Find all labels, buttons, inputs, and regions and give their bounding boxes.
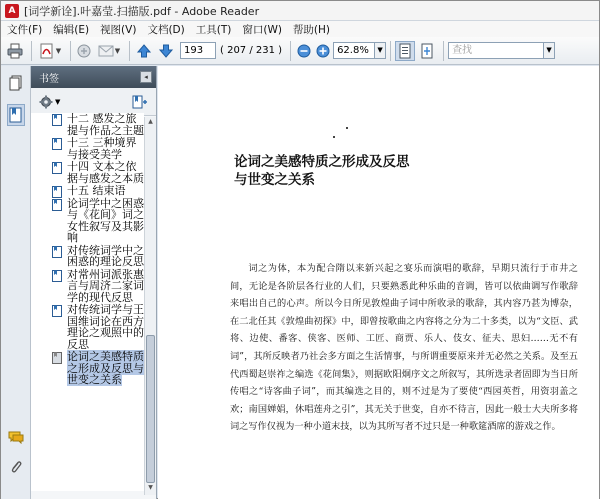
pages-icon — [9, 75, 23, 91]
chevron-down-icon: ▼ — [55, 46, 62, 55]
next-page-button[interactable] — [156, 41, 176, 61]
bookmarks-panel — [31, 66, 157, 499]
menu-file[interactable]: 文件(F) — [7, 23, 43, 36]
toolbar-separator — [390, 41, 391, 61]
arrow-up-icon — [136, 43, 152, 59]
pdf-create-icon — [39, 43, 55, 59]
bookmark-icon — [52, 305, 62, 317]
paperclip-icon — [9, 459, 23, 475]
bookmark-item[interactable] — [31, 269, 144, 304]
document-view[interactable] — [158, 66, 599, 499]
menu-help[interactable]: 帮助(H) — [292, 23, 331, 36]
scrollbar-thumb[interactable] — [146, 335, 155, 483]
search-dropdown-chevron-icon[interactable]: ▼ — [544, 42, 555, 59]
search-input[interactable]: 查找 — [448, 42, 544, 59]
bookmarks-scrollbar[interactable] — [144, 117, 156, 495]
bookmark-icon — [52, 270, 62, 282]
scan-speck — [333, 136, 335, 138]
scroll-down-icon[interactable]: ▼ — [148, 484, 153, 491]
chevron-down-icon: ▼ — [114, 46, 121, 55]
previous-page-button[interactable] — [134, 41, 154, 61]
title-bar — [1, 1, 599, 21]
close-icon[interactable]: ◂ — [140, 71, 152, 83]
bookmark-item[interactable] — [31, 113, 144, 136]
single-page-view-button[interactable] — [395, 41, 415, 61]
pages-panel-button[interactable] — [8, 74, 24, 92]
adobe-reader-icon: A — [5, 4, 19, 18]
fit-page-button[interactable] — [417, 41, 437, 61]
menu-tools[interactable]: 工具(T) — [195, 23, 232, 36]
attachments-panel-button[interactable] — [8, 458, 24, 476]
bookmark-item[interactable] — [31, 161, 144, 184]
bookmark-icon — [52, 138, 62, 150]
comment-bubble-icon — [8, 430, 24, 444]
document-body-paragraph: 词之为体，本为配合隋以来新兴起之宴乐而演唱的歌辞，早期只流行于市井之间，无论是各阶层各行业的人们，只要熟悉此种乐曲的音调，皆可以依曲调写作歌辞来唱出自己的心声。所以今日所见敦煌曲子词中所收录的歌辞，其内容乃甚为博杂，在二北任其《敦煌曲初探》中，即曾按歌曲之内容将之分为二十多类，以为“文臣、武将、边使、番客、侠客、医师、工匠、商贾、乐人、伎女、征夫、思妇……无不有词”，其所反映者乃社会多方面之生活情事，与所谓重要原来并无必然之关系。及至五代西蜀赵崇祚之编选《花间集》，则据欧阳炯序文之所叙写，其所选录者固即为当日所传唱之“诗客曲子词”，而其编选之目的，则不过是为了要使“西园英哲，用资羽盖之欢；南国婵娟，休唱莲舟之引”，其无关于世变，自亦不待言，因此一般士大夫所多将词之写作仅视为一种小道末技，以为其所写者不过只是一种歌筵酒席的游戏之作。 — [230, 263, 578, 433]
bookmark-label: 十三 三种境界与接受美学 — [67, 136, 137, 161]
page-count-label: ( 207 / 231 ) — [220, 45, 283, 56]
toolbar-separator — [70, 41, 71, 61]
toolbar-separator — [129, 41, 130, 61]
bookmark-label: 对传统词学与王国维词论在西方理论之观照中的反思 — [67, 303, 144, 351]
bookmarks-toolbar — [31, 88, 156, 116]
email-button[interactable] — [95, 41, 123, 61]
bookmark-item[interactable] — [31, 185, 144, 197]
bookmark-label: 十五 结束语 — [67, 184, 126, 197]
menu-document[interactable]: 文档(D) — [147, 23, 185, 36]
bookmark-icon — [52, 199, 62, 211]
bookmark-item[interactable] — [31, 198, 144, 244]
envelope-icon — [98, 44, 114, 58]
window-title: [词学新诠].叶嘉莹.扫描版.pdf - Adobe Reader — [24, 4, 260, 18]
bookmark-item[interactable] — [31, 351, 144, 386]
zoom-in-button[interactable] — [314, 41, 331, 61]
toolbar-separator — [290, 41, 291, 61]
bookmark-label: 论词之美感特质之形成及反思与世变之关系 — [67, 350, 144, 386]
new-bookmark-icon — [132, 95, 148, 109]
menu-bar — [1, 21, 599, 37]
bookmark-item[interactable] — [31, 245, 144, 268]
arrow-down-icon — [158, 43, 174, 59]
document-title-line-1: 论词之美感特质之形成及反思 — [234, 154, 410, 170]
bookmark-label: 十四 文本之依据与感发之本质 — [67, 160, 144, 185]
zoom-level-input[interactable]: 62.8% — [333, 42, 375, 59]
zoom-out-icon — [297, 44, 311, 58]
bookmark-label: 对传统词学中之困惑的理论反思 — [67, 243, 144, 268]
document-title-line-2: 与世变之关系 — [234, 172, 315, 188]
page-number-input[interactable]: 193 — [180, 42, 216, 59]
bookmark-item[interactable] — [31, 137, 144, 160]
toolbar-separator — [31, 41, 32, 61]
comments-panel-button[interactable] — [8, 428, 24, 446]
bookmark-icon — [52, 186, 62, 198]
toolbar — [1, 37, 599, 65]
gear-icon — [39, 95, 53, 109]
fit-page-icon — [420, 43, 434, 59]
options-button[interactable] — [39, 95, 60, 109]
scroll-up-icon[interactable]: ▲ — [148, 118, 153, 125]
printer-icon — [7, 43, 23, 59]
bookmark-icon — [52, 114, 62, 126]
new-bookmark-button[interactable] — [132, 95, 148, 109]
collaborate-icon — [76, 43, 92, 59]
bookmark-icon — [52, 246, 62, 258]
menu-window[interactable]: 窗口(W) — [242, 23, 282, 36]
zoom-in-icon — [316, 44, 330, 58]
bookmark-label: 论词学中之困惑与《花间》词之女性叙写及其影响 — [67, 196, 144, 244]
scan-speck — [346, 127, 348, 129]
bookmark-item[interactable] — [31, 304, 144, 350]
bookmark-list — [31, 113, 144, 491]
zoom-out-button[interactable] — [295, 41, 312, 61]
bookmark-icon — [52, 162, 62, 174]
panel-title: 书签 — [39, 73, 59, 85]
bookmark-icon — [9, 107, 23, 123]
toolbar-separator — [443, 41, 444, 61]
menu-view[interactable]: 视图(V) — [100, 23, 137, 36]
bookmarks-panel-header — [31, 66, 156, 88]
page-view-icon — [398, 43, 412, 59]
bookmark-label: 对常州词派张惠言与周济二家词学的现代反思 — [67, 267, 144, 304]
bookmarks-panel-button[interactable] — [7, 104, 25, 126]
navigation-strip — [1, 66, 31, 499]
bookmark-selected-icon — [52, 352, 62, 364]
create-pdf-button[interactable] — [36, 41, 64, 61]
bookmark-label: 十二 感发之旅提与作品之主题 — [67, 113, 144, 137]
print-button[interactable] — [5, 41, 25, 61]
chevron-down-icon: ▼ — [55, 97, 61, 106]
collaborate-button[interactable] — [75, 41, 93, 61]
zoom-dropdown-chevron-icon[interactable]: ▼ — [375, 42, 386, 59]
menu-edit[interactable]: 编辑(E) — [53, 23, 90, 36]
